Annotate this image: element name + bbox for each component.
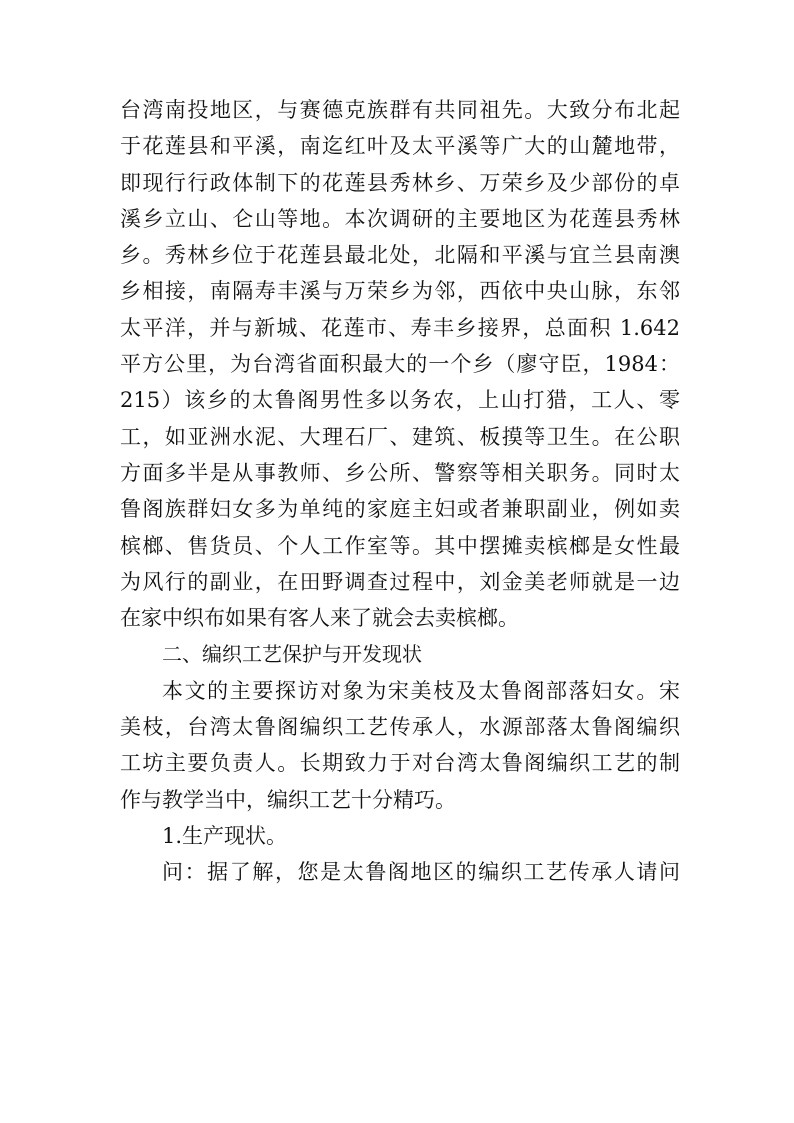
paragraph-1 [120,92,680,636]
paragraph-line: 溪乡立山、仑山等地。本次调研的主要地区为花莲县秀林 [120,206,680,231]
paragraph-line: 作与教学当中，编织工艺十分精巧。 [120,787,456,812]
paragraph-line: 工，如亚洲水泥、大理石厂、建筑、板摸等卫生。在公职 [120,424,680,449]
paragraph-line: 215）该乡的太鲁阁男性多以务农，上山打猎，工人、零 [120,388,680,413]
paragraph-line: 在家中织布如果有客人来了就会去卖槟榔。 [120,606,519,631]
paragraph-line: 本文的主要探访对象为宋美枝及太鲁阁部落妇女。宋 [162,678,680,703]
paragraph-line: 美枝，台湾太鲁阁编织工艺传承人，水源部落太鲁阁编织 [120,715,680,740]
paragraph-line: 问：据了解，您是太鲁阁地区的编织工艺传承人请问 [162,860,680,885]
subheading-block [120,818,680,854]
section-heading-block [120,636,680,672]
paragraph-line: 为风行的副业，在田野调查过程中，刘金美老师就是一边 [120,569,680,594]
paragraph-line: 台湾南投地区，与赛德克族群有共同祖先。大致分布北起 [120,98,680,122]
paragraph-3 [120,854,680,890]
document-body [120,92,680,891]
paragraph-line: 平方公里，为台湾省面积最大的一个乡（廖守臣，1984： [120,352,680,377]
paragraph-line: 方面多半是从事教师、乡公所、警察等相关职务。同时太 [120,460,680,485]
subheading: 1.生产现状。 [162,823,288,848]
paragraph-2 [120,673,680,818]
paragraph-line: 乡相接，南隔寿丰溪与万荣乡为邻，西依中央山脉，东邻 [120,279,680,304]
paragraph-line: 槟榔、售货员、个人工作室等。其中摆摊卖槟榔是女性最 [120,533,680,558]
paragraph-line: 太平洋，并与新城、花莲市、寿丰乡接界，总面积 1.642 [120,315,680,340]
paragraph-line: 即现行行政体制下的花莲县秀林乡、万荣乡及少部份的卓 [120,170,680,195]
paragraph-line: 工坊主要负责人。长期致力于对台湾太鲁阁编织工艺的制 [120,751,680,776]
section-heading: 二、编织工艺保护与开发现状 [162,642,422,667]
paragraph-line: 乡。秀林乡位于花莲县最北处，北隔和平溪与宜兰县南澳 [120,243,680,268]
paragraph-line: 鲁阁族群妇女多为单纯的家庭主妇或者兼职副业，例如卖 [120,497,680,522]
paragraph-line: 于花莲县和平溪，南迄红叶及太平溪等广大的山麓地带， [120,134,680,159]
